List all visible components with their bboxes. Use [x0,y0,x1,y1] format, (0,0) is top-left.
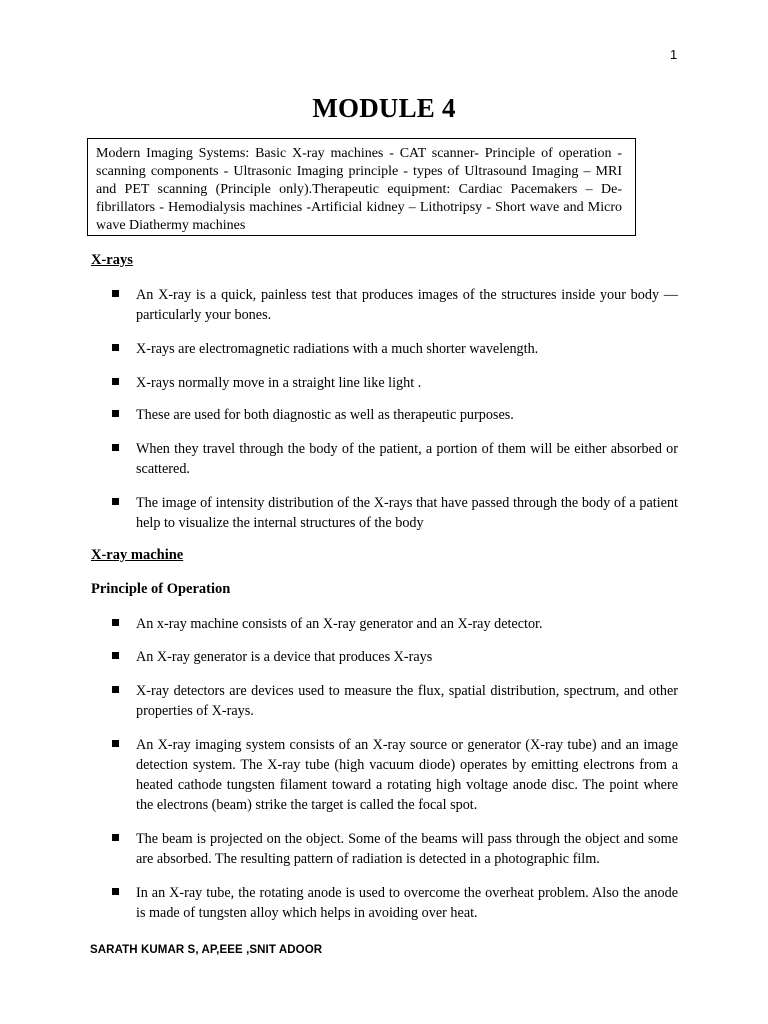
list-item [112,647,678,667]
list-item [112,339,678,359]
bullet-text: An x-ray machine consists of an X-ray generator and an X-ray detector. [136,616,543,632]
square-bullet-icon [112,686,119,693]
square-bullet-icon [112,652,119,659]
square-bullet-icon [112,888,119,895]
bullet-text: X-ray detectors are devices used to measure the flux, spatial distribution, spectrum, and other properties of X-rays. [136,683,678,719]
xray-machine-bullet-list [112,614,678,923]
square-bullet-icon [112,444,119,451]
square-bullet-icon [112,834,119,841]
square-bullet-icon [112,378,119,385]
section-heading-xray-machine: X-ray machine [91,547,184,563]
bullet-text: These are used for both diagnostic as well as therapeutic purposes. [136,407,514,423]
list-item [112,829,678,869]
list-item [112,285,678,325]
xrays-bullet-list [112,285,678,533]
square-bullet-icon [112,740,119,747]
square-bullet-icon [112,619,119,626]
bullet-text: The image of intensity distribution of the X-rays that have passed through the body of a patient help to visualize the internal structures of the body [136,495,678,531]
bullet-text: X-rays are electromagnetic radiations with a much shorter wavelength. [136,341,539,357]
page-title: MODULE 4 [312,93,456,123]
square-bullet-icon [112,290,119,297]
module-summary-box: Modern Imaging Systems: Basic X-ray machines - CAT scanner- Principle of operation - scanning components - Ultrasonic Imaging principle - types of Ultrasound Imaging – MRI and PET scanning (Principle only).Therapeutic equipment: Cardiac Pacemakers – De-fibrillators - Hemodialysis machines -Artificial kidney – Lithotripsy - Short wave and Micro wave Diathermy machines [87,138,636,236]
bullet-text: In an X-ray tube, the rotating anode is used to overcome the overheat problem. Also the anode is made of tungsten alloy which helps in avoiding over heat. [136,885,678,921]
list-item [112,373,678,393]
page-footer: SARATH KUMAR S, AP,EEE ,SNIT ADOOR [90,944,323,956]
square-bullet-icon [112,410,119,417]
bullet-text: An X-ray imaging system consists of an X-ray source or generator (X-ray tube) and an image detection system. The X-ray tube (high vacuum diode) operates by emitting electrons from a heated cathode tungsten filament toward a rotating high voltage anode disc. The point where the electrons (beam) strike the target is called the focal spot. [136,737,678,813]
square-bullet-icon [112,498,119,505]
bullet-text: The beam is projected on the object. Some of the beams will pass through the object and some are absorbed. The resulting pattern of radiation is detected in a photographic film. [136,831,678,867]
bullet-text: An X-ray generator is a device that produces X-rays [136,649,433,665]
section-heading-xrays: X-rays [91,252,133,268]
subheading-principle-of-operation: Principle of Operation [91,581,231,597]
list-item [112,681,678,721]
bullet-text: X-rays normally move in a straight line like light . [136,375,422,391]
list-item [112,735,678,815]
list-item [112,493,678,533]
list-item [112,614,678,634]
bullet-text: An X-ray is a quick, painless test that produces images of the structures inside your body — particularly your bones. [136,287,678,323]
page-number: 1 [670,47,678,62]
list-item [112,405,678,425]
list-item [112,883,678,923]
list-item [112,439,678,479]
square-bullet-icon [112,344,119,351]
bullet-text: When they travel through the body of the patient, a portion of them will be either absorbed or scattered. [136,441,678,477]
